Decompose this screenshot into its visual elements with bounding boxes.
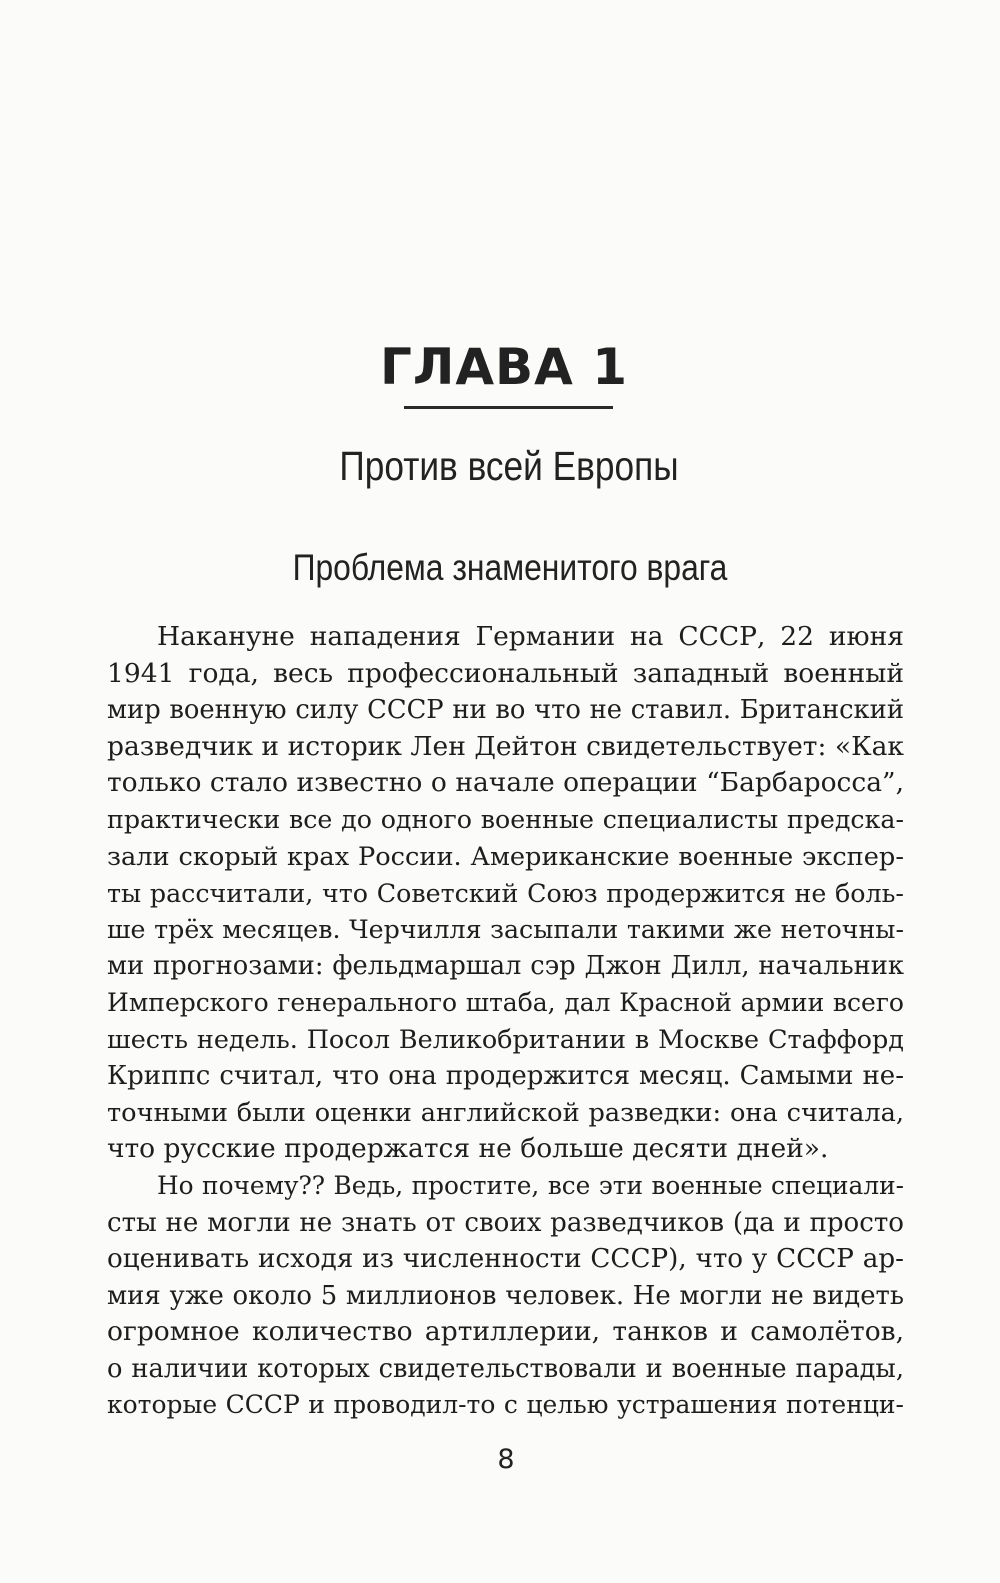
paragraph-1: [107, 619, 904, 1168]
text-line: оценивать исходя из численности СССР), что у СССР ар-: [107, 1244, 904, 1275]
body-text: [107, 619, 904, 1424]
text-line: мия уже около 5 миллионов человек. Не могли не видеть: [107, 1280, 904, 1311]
text-line: шесть недель. Посол Великобритании в Москве Стаффорд: [107, 1024, 904, 1055]
text-line: сты не могли не знать от своих разведчиков (да и просто: [107, 1207, 904, 1238]
paragraph-2: [107, 1168, 904, 1424]
text-line: разведчик и историк Лен Дейтон свидетельствует: «Как: [107, 730, 904, 762]
text-line: Накануне нападения Германии на СССР, 22 июня: [157, 621, 904, 652]
text-line: 1941 года, весь профессиональный западный военный: [107, 657, 904, 689]
page-number: 8: [497, 1444, 515, 1475]
text-line: ше трёх месяцев. Черчилля засыпали такими же неточны-: [107, 914, 904, 944]
text-line: которые СССР и проводил-то с целью устрашения потенци-: [107, 1390, 904, 1420]
text-line: Но почему?? Ведь, простите, все эти военные специали-: [157, 1170, 904, 1200]
text-line: о наличии которых свидетельствовали и военные парады,: [107, 1353, 904, 1384]
text-line: Имперского генерального штаба, дал Красной армии всего: [107, 987, 904, 1017]
chapter-divider: [404, 406, 613, 409]
text-line: точными были оценки английской разведки: она считала,: [107, 1097, 904, 1128]
chapter-title: Против всей Европы: [339, 443, 679, 489]
chapter-label: ГЛАВА 1: [379, 338, 629, 396]
text-line: практически все до одного военные специалисты предска-: [107, 804, 904, 834]
text-line: ты рассчитали, что Советский Союз продержится не боль-: [107, 878, 904, 909]
text-line: огромное количество артиллерии, танков и самолётов,: [107, 1316, 904, 1348]
text-line: ми прогнозами: фельдмаршал сэр Джон Дилл, начальник: [107, 951, 904, 982]
section-title: Проблема знаменитого врага: [292, 547, 728, 588]
text-line: мир военную силу СССР ни во что не ставил. Британский: [107, 695, 904, 726]
text-line: только стало известно о начале операции “Барбаросса”,: [107, 767, 904, 799]
text-line: зали скорый крах России. Американские военные экспер-: [107, 841, 904, 872]
text-line: что русские продержатся не больше десяти дней».: [107, 1133, 829, 1165]
text-line: Криппс считал, что она продержится месяц. Самыми не-: [107, 1061, 904, 1092]
